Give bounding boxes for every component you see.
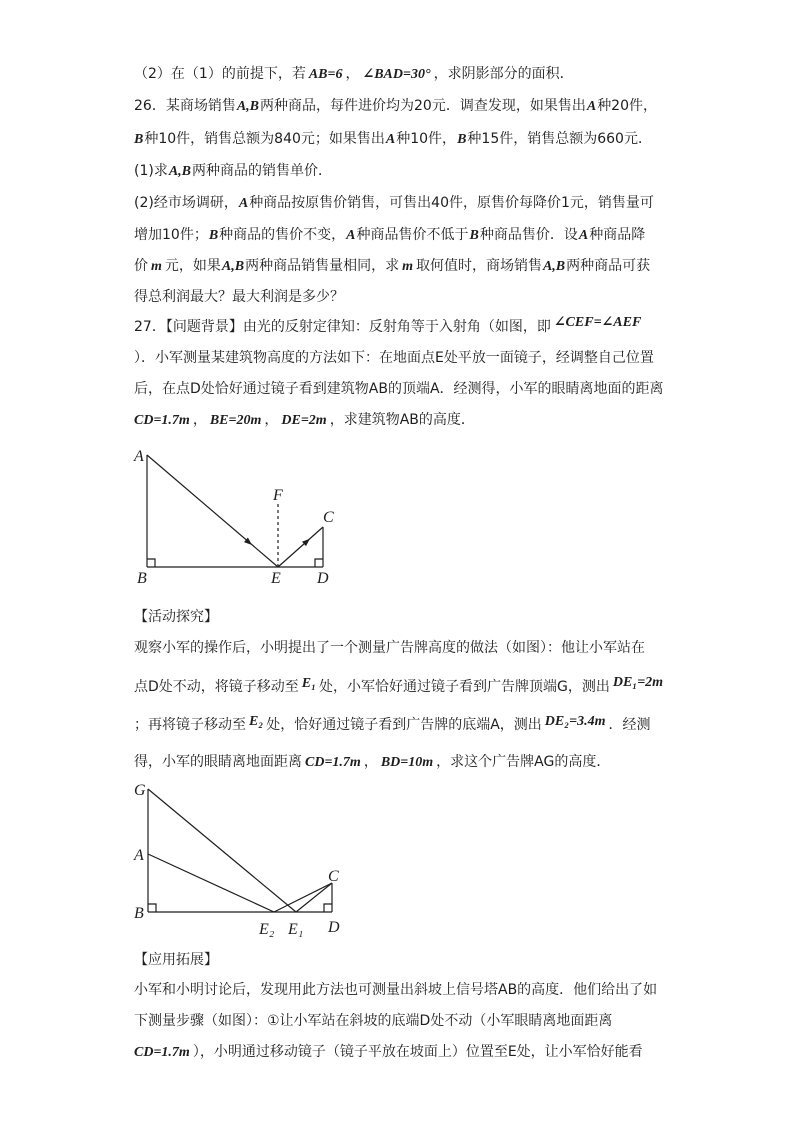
line-text: 种10件，销售总额为840元；如果售出 [144,131,385,147]
line-text: ）．小军测量某建筑物高度的方法如下：在地面点E处平放一面镜子，经调整自己位置 [134,350,654,366]
point-label-e: E [271,570,281,587]
line-text: ， [264,412,279,428]
q27-background-line [134,315,644,337]
line-text: （2）在（1）的前提下，若 [134,66,306,82]
line-text: ， [192,412,207,428]
line-text: 价 [134,258,148,274]
activity-line [134,639,645,657]
point-label-d: D [317,570,329,587]
math-expression: E₂ [249,714,264,729]
line-text: ，求建筑物AB的高度． [329,412,475,428]
segment-ae2 [148,854,274,912]
math-expression: DE₁=2m [612,675,664,690]
point-label-g: G [134,782,146,799]
line-text: 种商品降 [589,227,646,243]
line-text: 两种商品销售量相同，求 [245,258,400,274]
line-text: 种商品售价．设 [479,227,578,243]
line-text: ，求阴影部分的面积． [433,66,574,82]
right-angle-d [324,904,332,912]
extension-line [134,1012,612,1030]
line-text: 种商品按原售价销售，可售出40件，原售价每降价1元，销售量可 [249,195,654,211]
line-text: ），小明通过移动镜子（镜子平放在坡面上）位置至E处，让小军恰好能看 [192,1044,643,1060]
section-heading: 【活动探究】 [134,609,218,625]
math-expression: CD=1.7m [134,413,190,428]
math-expression: DE=2m [281,413,327,428]
point-label-a: A [134,847,144,864]
line-text: 后，在点D处恰好通过镜子看到建筑物AB的顶端A．经测得，小军的眼睛离地面的距离 [134,381,664,397]
line-text: ， [345,66,360,82]
line-text: 小军和小明讨论后，发现用此方法也可测量出斜坡上信号塔AB的高度．他们给出了如 [134,982,658,998]
math-expression: m [151,259,162,274]
section-heading: 【应用拓展】 [134,952,218,968]
extension-title [134,951,218,969]
activity-line [134,675,666,697]
extension-line [134,1043,643,1062]
q26-stem-line [134,97,657,116]
math-expression: B [134,132,144,147]
line-text: 27．【问题背景】由光的反射定律知：反射角等于入射角（如图，即 [134,319,551,335]
math-expression: ∠CEF=∠AEF [553,315,642,330]
ray-ae [147,455,278,567]
right-angle-d [315,559,323,567]
line-text: 处，恰好通过镜子看到广告牌的底端A，测出 [266,717,542,733]
right-angle-b [147,559,155,567]
line-text: (2)经市场调研， [134,195,238,211]
math-expression: CD=1.7m [305,755,361,770]
q26-part2-line [134,288,344,306]
math-expression: A,B [168,164,192,179]
reflection-figure-1 [120,440,340,590]
line-text: ．经测 [608,717,651,733]
math-expression: B [457,132,467,147]
math-expression: m [402,259,413,274]
math-expression: A [586,99,597,114]
q26-part2-line [134,194,654,213]
point-label-a: A [134,448,144,465]
q26-part2-line [134,226,645,245]
math-expression: E₁ [301,676,316,691]
point-label-c: C [328,868,339,885]
line-text: 得，小军的眼睛离地面距离 [134,754,302,770]
math-expression: BD=10m [380,755,434,770]
line-text: 种15件，销售总额为660元． [467,131,652,147]
ray-ec [278,527,323,567]
point-label-e2: E₂ [259,921,275,938]
line-text: 种20件， [597,98,658,114]
math-expression: A [578,228,589,243]
math-expression: B [208,228,219,243]
activity-title [134,608,218,626]
math-expression: CD=1.7m [134,1045,190,1060]
line-text: 下测量步骤（如图）：①让小军站在斜坡的底端D处不动（小军眼睛离地面距离 [134,1013,613,1029]
math-expression: A [385,132,396,147]
q26-stem-line [134,130,652,149]
line-text: 两种商品，每件进价均为20元．调查发现，如果售出 [260,98,586,114]
line-text: 两种商品可获 [566,258,651,274]
line-text: 处，小军恰好通过镜子看到广告牌顶端G，测出 [319,679,610,695]
line-text: 种商品售价不低于 [356,227,469,243]
billboard-figure-2 [120,775,350,940]
line-text: 得总利润最大？最大利润是多少？ [134,289,344,305]
math-expression: A [238,196,249,211]
line-text: ， [363,754,378,770]
q26-part2-line [134,257,650,276]
line-text: 种商品的售价不变， [219,227,346,243]
math-expression: DE₂=3.4m [544,714,606,729]
point-label-f: F [273,487,283,504]
activity-line [134,716,651,735]
extension-line [134,981,657,999]
segment-e1c [296,883,332,912]
right-angle-b [148,904,156,912]
segment-ge1 [148,789,296,912]
math-expression: BE=20m [209,413,262,428]
point-label-d: D [328,919,340,936]
math-expression: A,B [236,99,260,114]
math-expression: ∠BAD=30° [362,67,431,82]
math-expression: A,B [542,259,566,274]
q26-part1-line [134,162,332,181]
segment-e2c [274,883,332,912]
line-text: 观察小军的操作后，小明提出了一个测量广告牌高度的做法（如图）：他让小军站在 [134,640,645,656]
line-text: 元，如果 [164,258,221,274]
math-expression: A,B [221,259,245,274]
point-label-b: B [134,905,144,922]
point-label-b: B [137,570,147,587]
math-expression: AB=6 [308,67,343,82]
line-text: ，求这个广告牌AG的高度． [436,754,611,770]
q27-background-line [134,380,664,398]
activity-line [134,753,610,772]
line-text: 取何值时，商场销售 [415,258,542,274]
line-text: (1)求 [134,163,168,179]
line-text: 增加10件； [134,227,208,243]
q27-background-line [134,411,475,430]
line-text: 26．某商场销售 [134,98,236,114]
math-expression: B [469,228,479,243]
line-text: 两种商品的销售单价． [192,163,333,179]
math-expression: A [346,228,356,243]
line-text: 种10件， [396,131,457,147]
point-label-e1: E₁ [288,921,304,938]
point-label-c: C [323,509,334,526]
q25-part2-line [134,65,574,84]
line-text: ；再将镜子移动至 [134,717,246,733]
line-text: 点D处不动，将镜子移动至 [134,679,299,695]
q27-background-line [134,349,654,367]
